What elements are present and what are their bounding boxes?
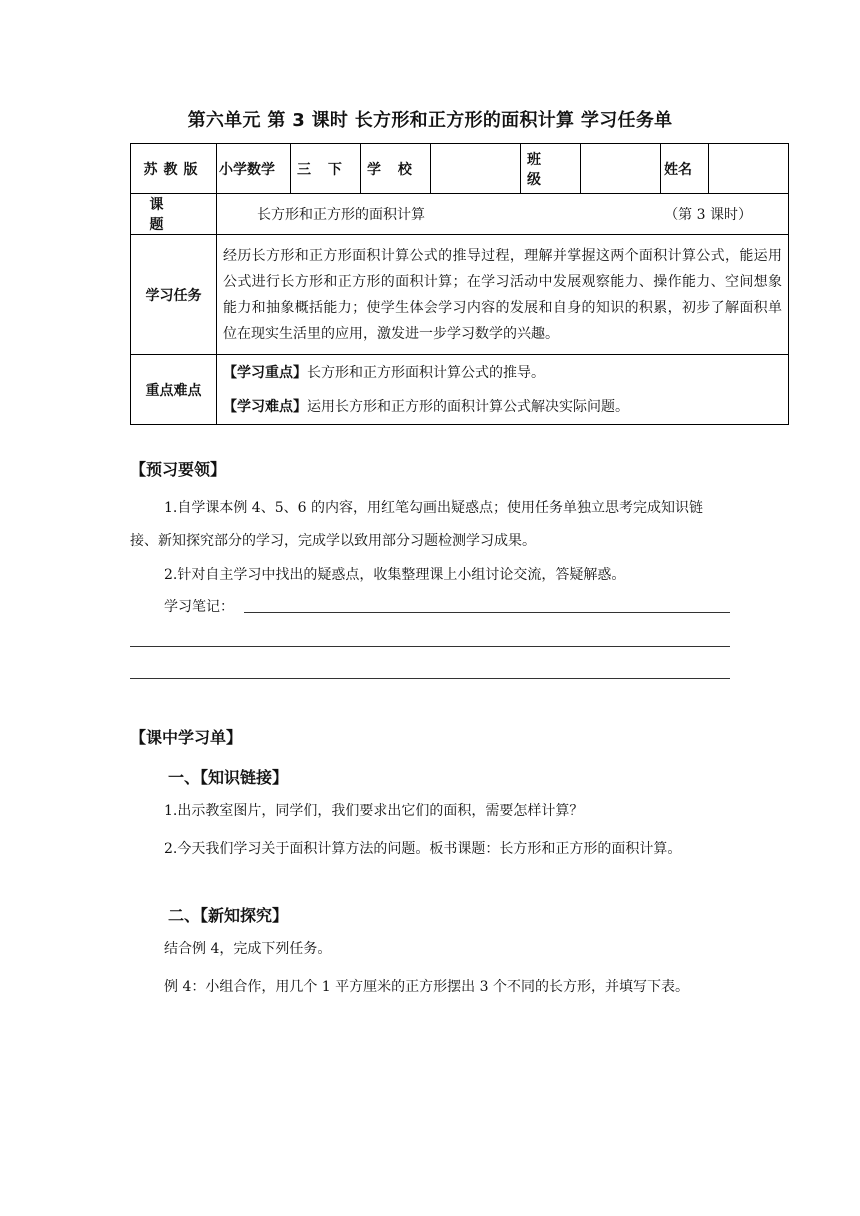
task-text: 经历长方形和正方形面积计算公式的推导过程，理解并掌握这两个面积计算公式，能运用公式进行长方形和正方形的面积计算；在学习活动中发展观察能力、操作能力、空间想象能力和抽象概括能力；使学生体会学习内容的发展和自身的知识的积累，初步了解面积单位在现实生活里的应用，激发进一步学习数学的兴趣。: [217, 235, 789, 355]
notes-line-1: [244, 612, 730, 613]
notes-label: 学习笔记：: [164, 599, 234, 615]
topic-period: （第 3 课时）: [664, 207, 752, 223]
school-value: [431, 144, 521, 194]
focus-line: [223, 356, 782, 390]
difficulty-tag: 【学习难点】: [223, 398, 307, 415]
task-label: 学习任务: [131, 235, 217, 355]
notes-line-2: [130, 646, 730, 647]
preview-heading: 【预习要领】: [130, 460, 227, 479]
class-label: 班 级: [521, 144, 581, 194]
subject-cell: 小学数学: [217, 144, 291, 194]
difficulty-text: 运用长方形和正方形的面积计算公式解决实际问题。: [307, 398, 629, 415]
knowledge-item-2: 2.今天我们学习关于面积计算方法的问题。板书课题：长方形和正方形的面积计算。: [164, 841, 682, 857]
explore-intro: 结合例 4，完成下列任务。: [164, 941, 332, 957]
keypoints-label: 重点难点: [131, 355, 217, 425]
topic-value: 长方形和正方形的面积计算: [257, 207, 425, 223]
preview-item-1: 1.自学课本例 4、5、6 的内容，用红笔勾画出疑惑点；使用任务单独立思考完成知识链接、新知探究部分的学习，完成学以致用部分习题检测学习成果。: [130, 500, 703, 549]
class-value: [581, 144, 661, 194]
difficulty-line: [223, 390, 782, 424]
class-sheet-heading: 【课中学习单】: [130, 728, 243, 747]
knowledge-item-1: 1.出示教室图片，同学们，我们要求出它们的面积，需要怎样计算？: [164, 803, 584, 819]
grade-cell: 三 下: [291, 144, 361, 194]
new-knowledge-heading: 二、【新知探究】: [168, 906, 289, 925]
notes-line-3: [130, 678, 730, 679]
name-label: 姓名: [661, 144, 709, 194]
preview-item-2: 2.针对自主学习中找出的疑惑点，收集整理课上小组讨论交流，答疑解惑。: [164, 567, 626, 583]
example-4: 例 4：小组合作，用几个 1 平方厘米的正方形摆出 3 个不同的长方形，并填写下表。: [164, 979, 689, 995]
name-value: [709, 144, 789, 194]
focus-tag: 【学习重点】: [223, 364, 307, 381]
page-title: 第六单元 第 3 课时 长方形和正方形的面积计算 学习任务单: [187, 110, 673, 131]
topic-cell: [217, 194, 789, 235]
keypoints-cell: [217, 355, 789, 425]
info-table: [130, 143, 789, 425]
publisher-cell: 苏教版: [131, 144, 217, 194]
topic-label: 课 题: [131, 194, 217, 235]
knowledge-link-heading: 一、【知识链接】: [168, 768, 289, 787]
focus-text: 长方形和正方形面积计算公式的推导。: [307, 364, 545, 381]
school-label: 学 校: [361, 144, 431, 194]
